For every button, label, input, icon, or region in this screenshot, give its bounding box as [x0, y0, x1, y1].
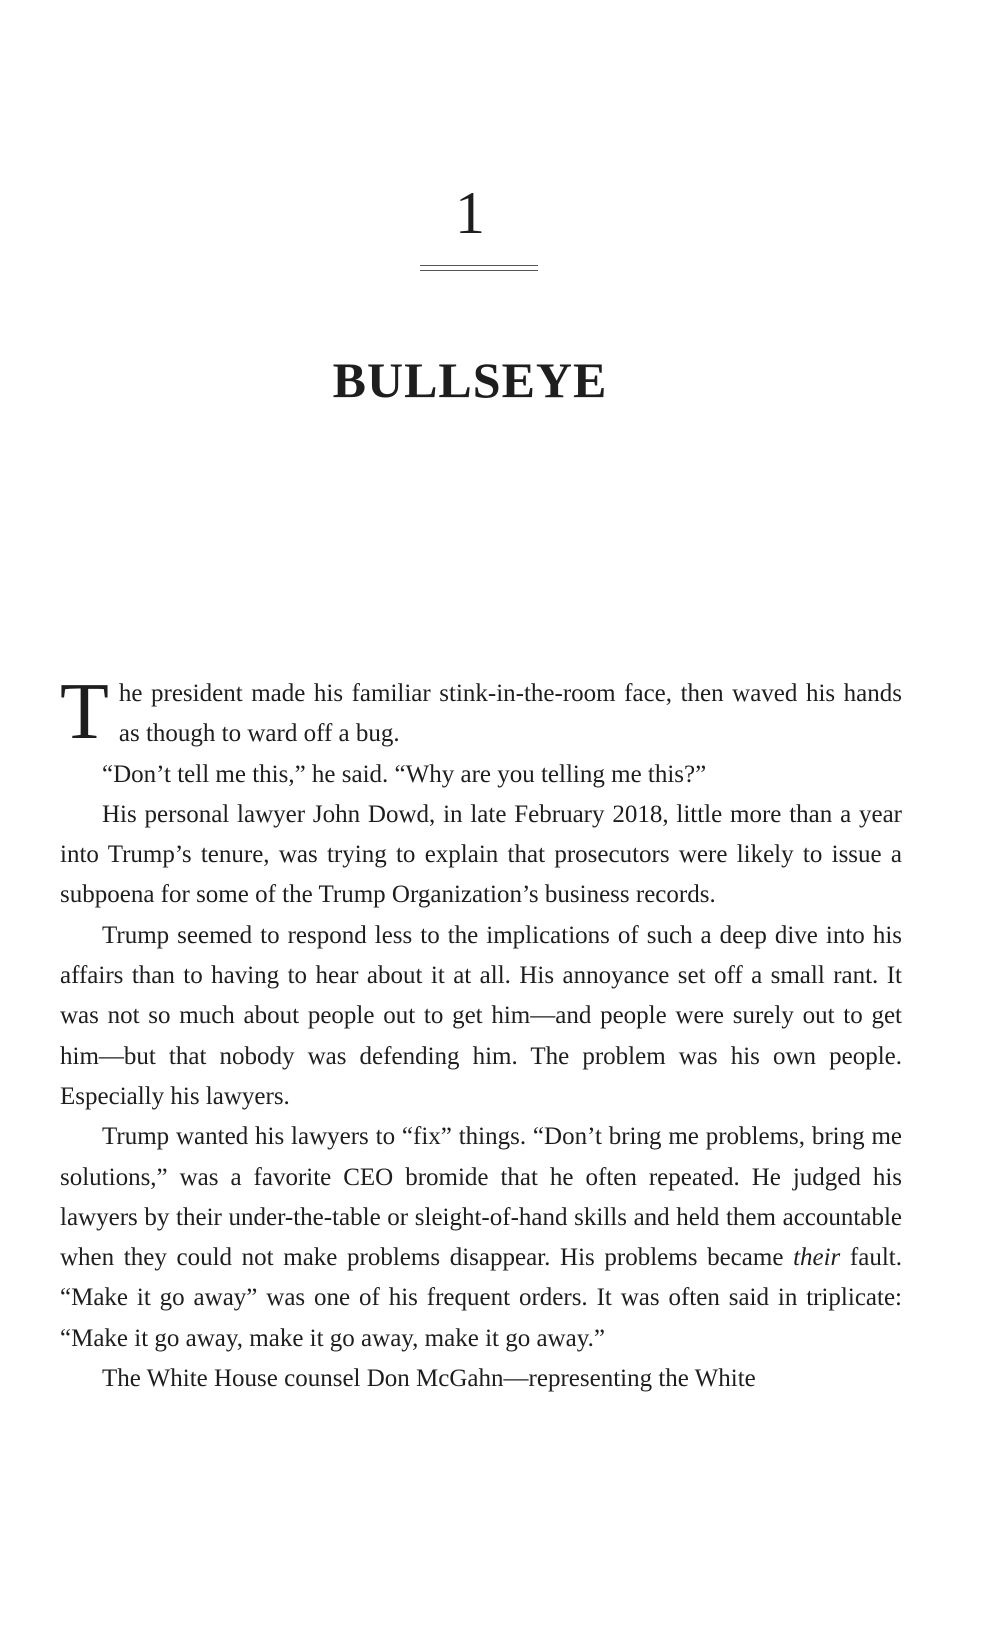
chapter-title: BULLSEYE	[332, 352, 608, 408]
paragraph-3: His personal lawyer John Dowd, in late February 2018, little more than a year into Trump’s tenure, was trying to explain that prosecutors were likely to issue a subpoena for some of the Trump Organization’s business records.	[60, 800, 902, 909]
paragraph-1-text: he president made his familiar stink-in-the-room face, then waved his hands as though to ward off a bug.	[118, 680, 902, 748]
paragraph-5-emphasis: their	[793, 1244, 841, 1272]
paragraph-5-text-a: Trump wanted his lawyers to “fix” things. “Don’t bring me problems, bring me solutions,” was a favorite CEO bromide that he often repeated. He judged his lawyers by their under-the-table or sleight-of-hand skills and held them accountable when they could not make problems disappear. His problems became	[60, 1123, 902, 1272]
paragraph-5	[60, 1117, 902, 1359]
chapter-body	[60, 668, 902, 1399]
paragraph-2: “Don’t tell me this,” he said. “Why are you telling me this?”	[102, 760, 707, 788]
paragraph-1	[60, 668, 902, 756]
paragraph-6: The White House counsel Don McGahn—representing the White	[102, 1365, 756, 1393]
chapter-divider	[420, 265, 538, 271]
drop-cap: T	[60, 668, 109, 756]
chapter-number: 1	[455, 180, 485, 246]
paragraph-4: Trump seemed to respond less to the implications of such a deep dive into his affairs than to having to hear about it at all. His annoyance set off a small rant. It was not so much about people out to get him—and people were surely out to get him—but that nobody was defending him. The problem was his own people. Especially his lawyers.	[60, 921, 902, 1110]
paragraph-5-text-b: fault. “Make it go away” was one of his frequent orders. It was often said in triplicate: “Make it go away, make it go away, make it go away.”	[60, 1244, 902, 1352]
